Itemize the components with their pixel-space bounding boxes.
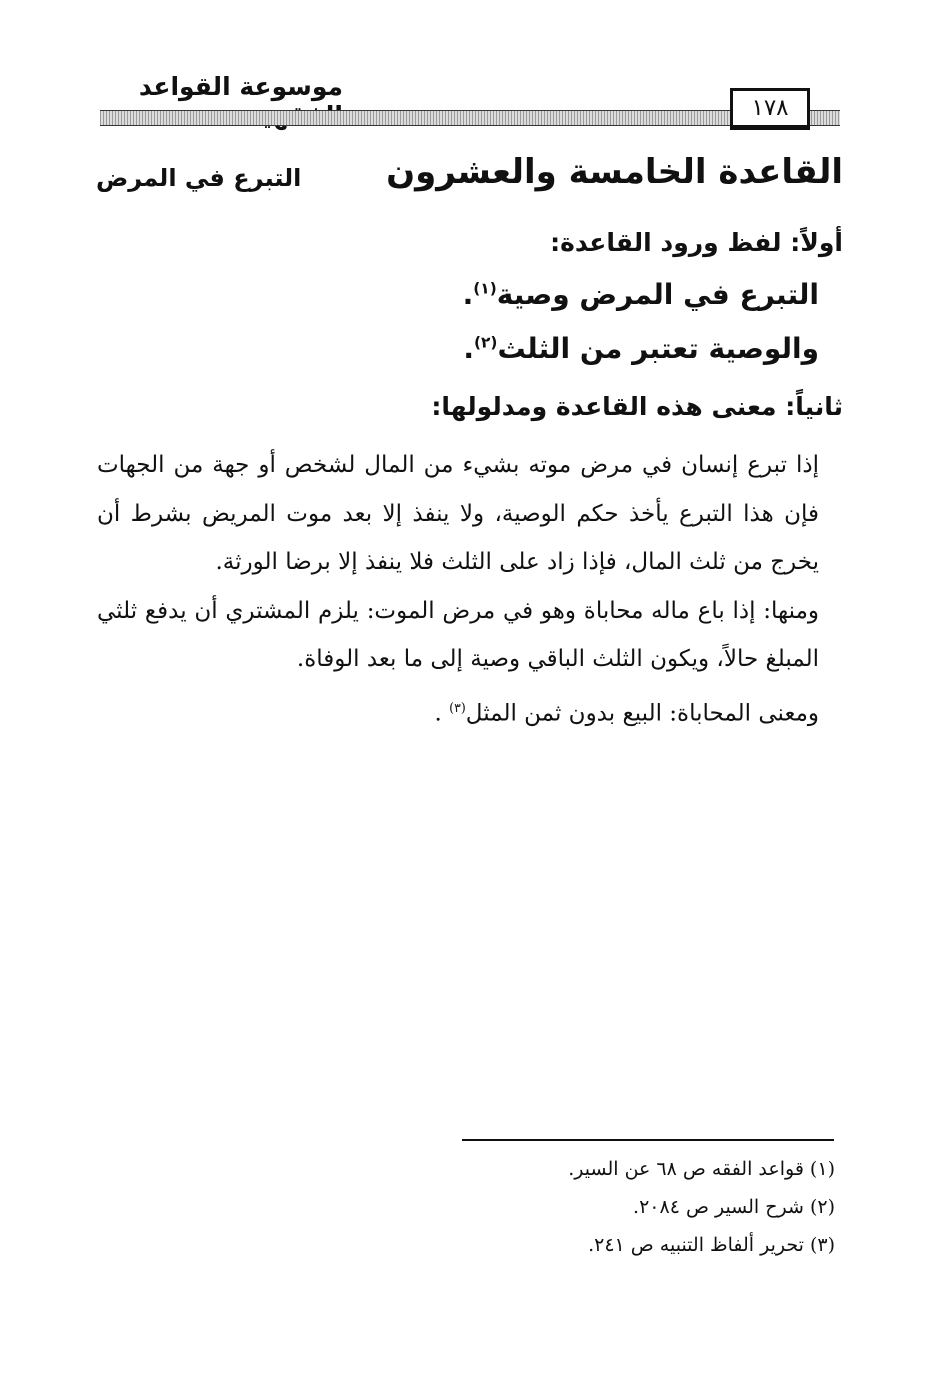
section-heading-meaning: ثانياً: معنى هذه القاعدة ومدلولها:: [431, 392, 843, 421]
rule-statement-2: [463, 332, 819, 365]
paragraph-2: ومنها: إذا باع ماله محاباة وهو في مرض الموت: يلزم المشتري أن يدفع ثلثي المبلغ حالاً، ويكون الثلث الباقي وصية إلى ما بعد الوفاة.: [97, 597, 819, 672]
running-header-title: موسوعة القواعد: [138, 72, 343, 101]
header-rule: [100, 110, 840, 126]
meaning-body: [97, 441, 819, 738]
rule-title: القاعدة الخامسة والعشرون: [386, 152, 843, 192]
paragraph-1: إذا تبرع إنسان في مرض موته بشيء من المال لشخص أو جهة من الجهات فإن هذا التبرع يأخذ حكم الوصية، ولا ينفذ إلا بعد موت المريض بشرط أن يخرج من ثلث المال، فإذا زاد على الثلث فلا ينفذ إلا برضا الورثة.: [97, 452, 819, 575]
footnote-2: (٢) شرح السير ص ٢٠٨٤.: [633, 1196, 835, 1218]
paragraph-3-text: ومعنى المحاباة: البيع بدون ثمن المثل: [465, 700, 819, 727]
footnote-separator: [462, 1139, 834, 1141]
paragraph-3: [97, 684, 819, 738]
footnote-1: (١) قواعد الفقه ص ٦٨ عن السير.: [568, 1158, 835, 1180]
footnote-ref-3: (٣): [449, 699, 466, 715]
rule-statement-1: [463, 278, 819, 311]
footnotes: [235, 1150, 835, 1264]
footnote-ref-1: (١): [473, 279, 497, 298]
paragraph-3-end: .: [434, 700, 442, 727]
page-number: ١٧٨: [730, 88, 810, 130]
side-title: التبرع في المرض: [96, 164, 302, 192]
statement-2-end: .: [463, 332, 474, 365]
section-heading-wording: أولاً: لفظ ورود القاعدة:: [550, 228, 843, 257]
statement-1-end: .: [462, 278, 474, 311]
footnote-3: (٣) تحرير ألفاظ التنبيه ص ٢٤١.: [588, 1234, 835, 1256]
statement-1-text: التبرع في المرض وصية: [496, 278, 819, 311]
footnote-ref-2: (٢): [473, 333, 498, 352]
statement-2-text: والوصية تعتبر من الثلث: [497, 332, 819, 365]
